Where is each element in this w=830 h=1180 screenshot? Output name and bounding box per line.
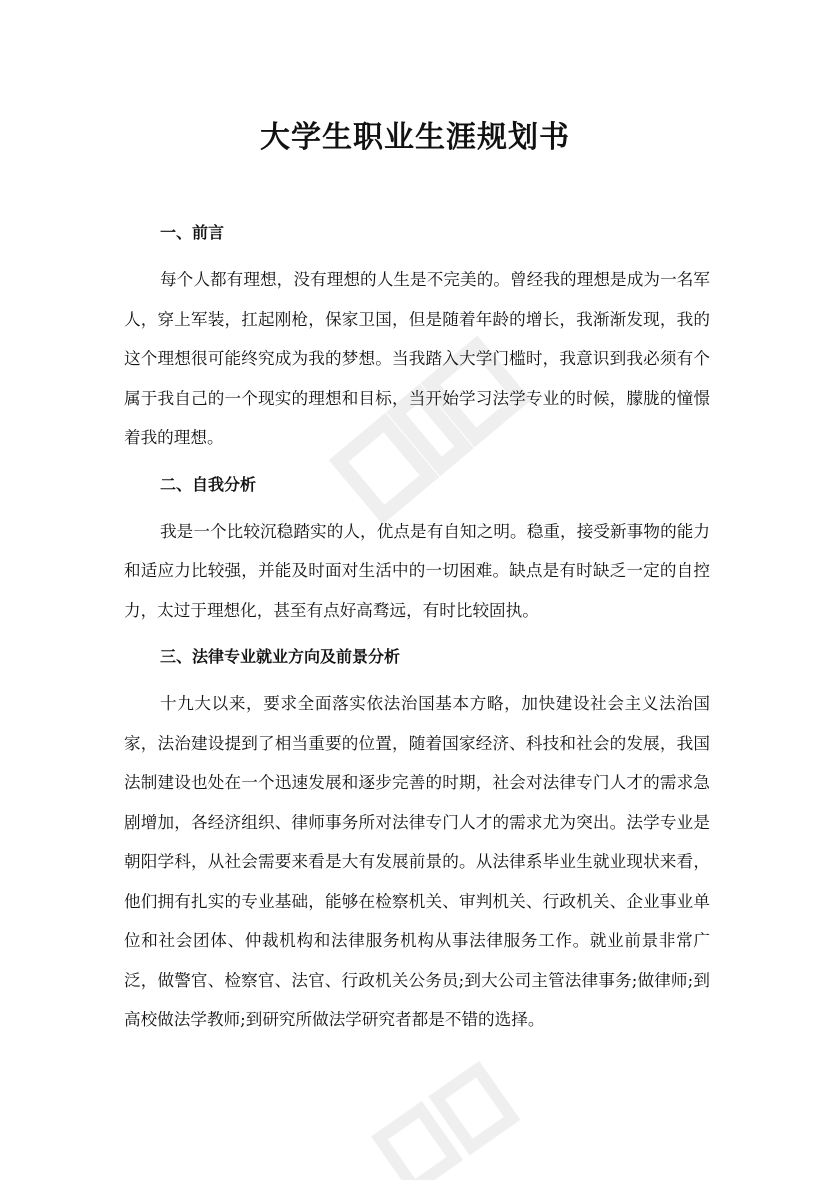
section-self-analysis <box>124 470 710 631</box>
document-body <box>124 218 710 1052</box>
section-preface <box>124 218 710 458</box>
section-career-outlook <box>124 642 710 1040</box>
watermark-fragment-icon <box>340 1060 540 1180</box>
section-paragraph: 十九大以来，要求全面落实依法治国基本方略，加快建设社会主义法治国家，法治建设提到了相当重要的位置，随着国家经济、科技和社会的发展，我国法制建设也处在一个迅速发展和逐步完善的时期，社会对法律专门人才的需求急剧增加，各经济组织、律师事务所对法律专门人才的需求尤为突出。法学专业是朝阳学科，从社会需要来看是大有发展前景的。从法律系毕业生就业现状来看，他们拥有扎实的专业基础，能够在检察机关、审判机关、行政机关、企业事业单位和社会团体、仲裁机构和法律服务机构从事法律服务工作。就业前景非常广泛，做警官、检察官、法官、行政机关公务员;到大公司主管法律事务;做律师;到高校做法学教师;到研究所做法学研究者都是不错的选择。 <box>124 694 710 1029</box>
section-paragraph: 我是一个比较沉稳踏实的人，优点是有自知之明。稳重，接受新事物的能力和适应力比较强，并能及时面对生活中的一切困难。缺点是有时缺乏一定的自控力，太过于理想化，甚至有点好高骛远，有时比较固执。 <box>124 521 710 620</box>
section-paragraph: 每个人都有理想，没有理想的人生是不完美的。曾经我的理想是成为一名军人，穿上军装，扛起刚枪，保家卫国，但是随着年龄的增长，我渐渐发现，我的这个理想很可能终究成为我的梦想。当我踏入大学门槛时，我意识到我必须有个属于我自己的一个现实的理想和目标，当开始学习法学专业的时候，朦胧的憧憬着我的理想。 <box>124 270 710 447</box>
section-heading: 二、自我分析 <box>160 474 257 494</box>
section-heading: 一、前言 <box>160 223 225 242</box>
document-title: 大学生职业生涯规划书 <box>260 120 570 155</box>
section-heading: 三、法律专业就业方向及前景分析 <box>160 647 401 666</box>
